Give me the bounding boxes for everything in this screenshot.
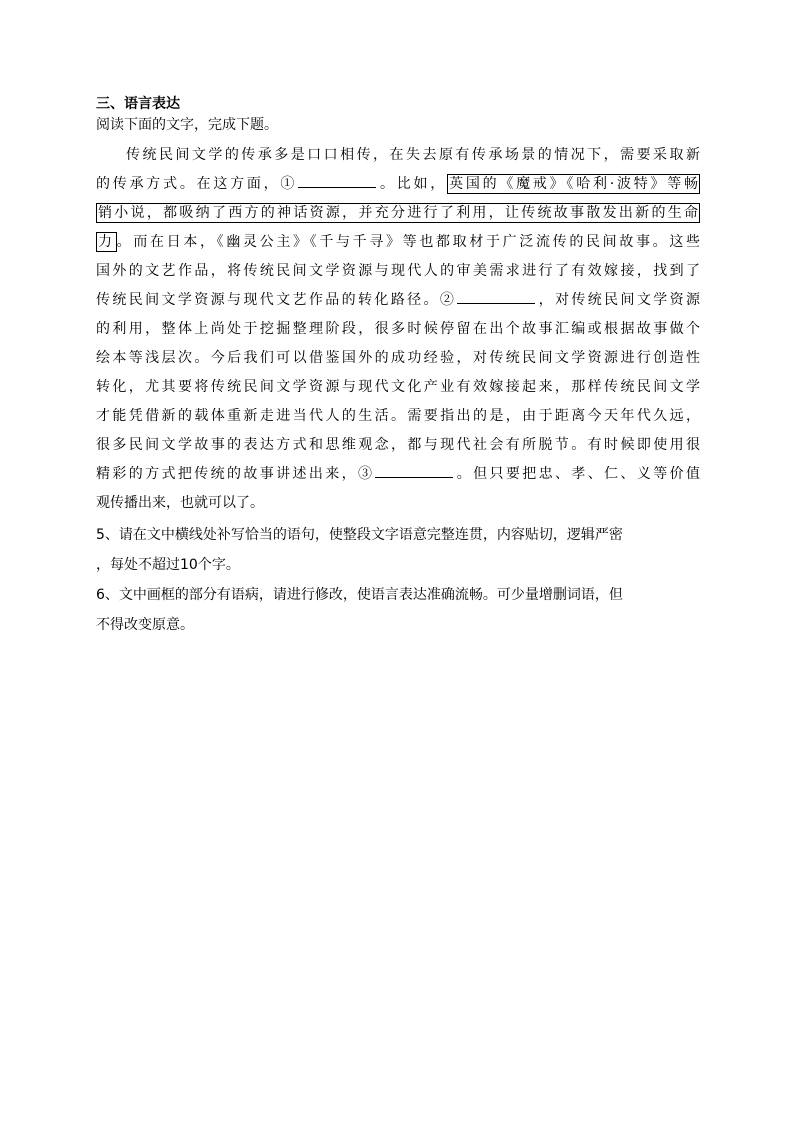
answer-blank-2[interactable] [457,289,535,304]
passage-text: 的传承方式。在这方面，① [96,176,298,192]
question-5-line: ，每处不超过10个字。 [96,557,240,573]
passage-line [96,431,700,460]
passage-text: 的利用，整体上尚处于挖掘整理阶段，很多时候停留在出个故事汇编或根据故事做个 [96,321,700,337]
passage-line [96,286,700,315]
passage-line [96,460,700,489]
section-title: 三、语言表达 [96,96,180,112]
exam-page [96,94,700,640]
question-5-line: 5、请在文中横线处补写恰当的语句，使整段文字语意完整连贯，内容贴切，逻辑严密 [96,527,623,543]
error-box-segment: 销小说，都吸纳了西方的神话资源，并充分进行了利用，让传统故事散发出新的生命 [98,205,698,221]
question-list [96,520,700,640]
passage-line [96,257,700,286]
error-box-segment: 力 [98,234,115,250]
passage-line [96,141,700,170]
passage-line [96,402,700,431]
passage-text: 传统民间文学资源与现代文艺作品的转化路径。② [96,292,457,308]
section-instruction: 阅读下面的文字，完成下题。 [96,117,278,133]
passage-line [96,199,700,228]
passage-line [96,373,700,402]
reading-passage [96,141,700,518]
passage-text: 观传播出来，也就可以了。 [96,495,264,511]
passage-text: 很多民间文学故事的表达方式和思维观念，都与现代社会有所脱节。有时候即使用很 [96,437,700,453]
passage-text: 才能凭借新的载体重新走进当代人的生活。需要指出的是，由于距离今天年代久远， [96,408,700,424]
passage-line [96,170,700,199]
passage-text: 传统民间文学的传承多是口口相传，在失去原有传承场景的情况下，需要采取新 [126,147,700,163]
passage-text: 精彩的方式把传统的故事讲述出来，③ [96,466,375,482]
question-6-line: 不得改变原意。 [96,617,194,633]
passage-text: 绘本等浅层次。今后我们可以借鉴国外的成功经验，对传统民间文学资源进行创造性 [96,350,700,366]
passage-text: 。但只要把忠、孝、仁、义等价值 [454,466,700,482]
passage-line [96,228,700,257]
passage-text: 国外的文艺作品，将传统民间文学资源与现代人的审美需求进行了有效嫁接，找到了 [96,263,700,279]
passage-line [96,489,700,518]
passage-text: ，对传统民间文学资源 [536,292,700,308]
answer-blank-1[interactable] [298,173,376,188]
passage-text: 。而在日本，《幽灵公主》《千与千寻》等也都取材于广泛流传的民间故事。这些 [116,234,701,250]
passage-text: 。比如， [377,176,448,192]
passage-text: 转化，尤其要将传统民间文学资源与现代文化产业有效嫁接起来，那样传统民间文学 [96,379,700,395]
passage-line [96,315,700,344]
answer-blank-3[interactable] [375,463,453,478]
passage-line [96,344,700,373]
error-box-segment: 英国的《魔戒》《哈利·波特》等畅 [449,176,699,192]
question-6-line: 6、文中画框的部分有语病，请进行修改，使语言表达准确流畅。可少量增删词语，但 [96,587,623,603]
